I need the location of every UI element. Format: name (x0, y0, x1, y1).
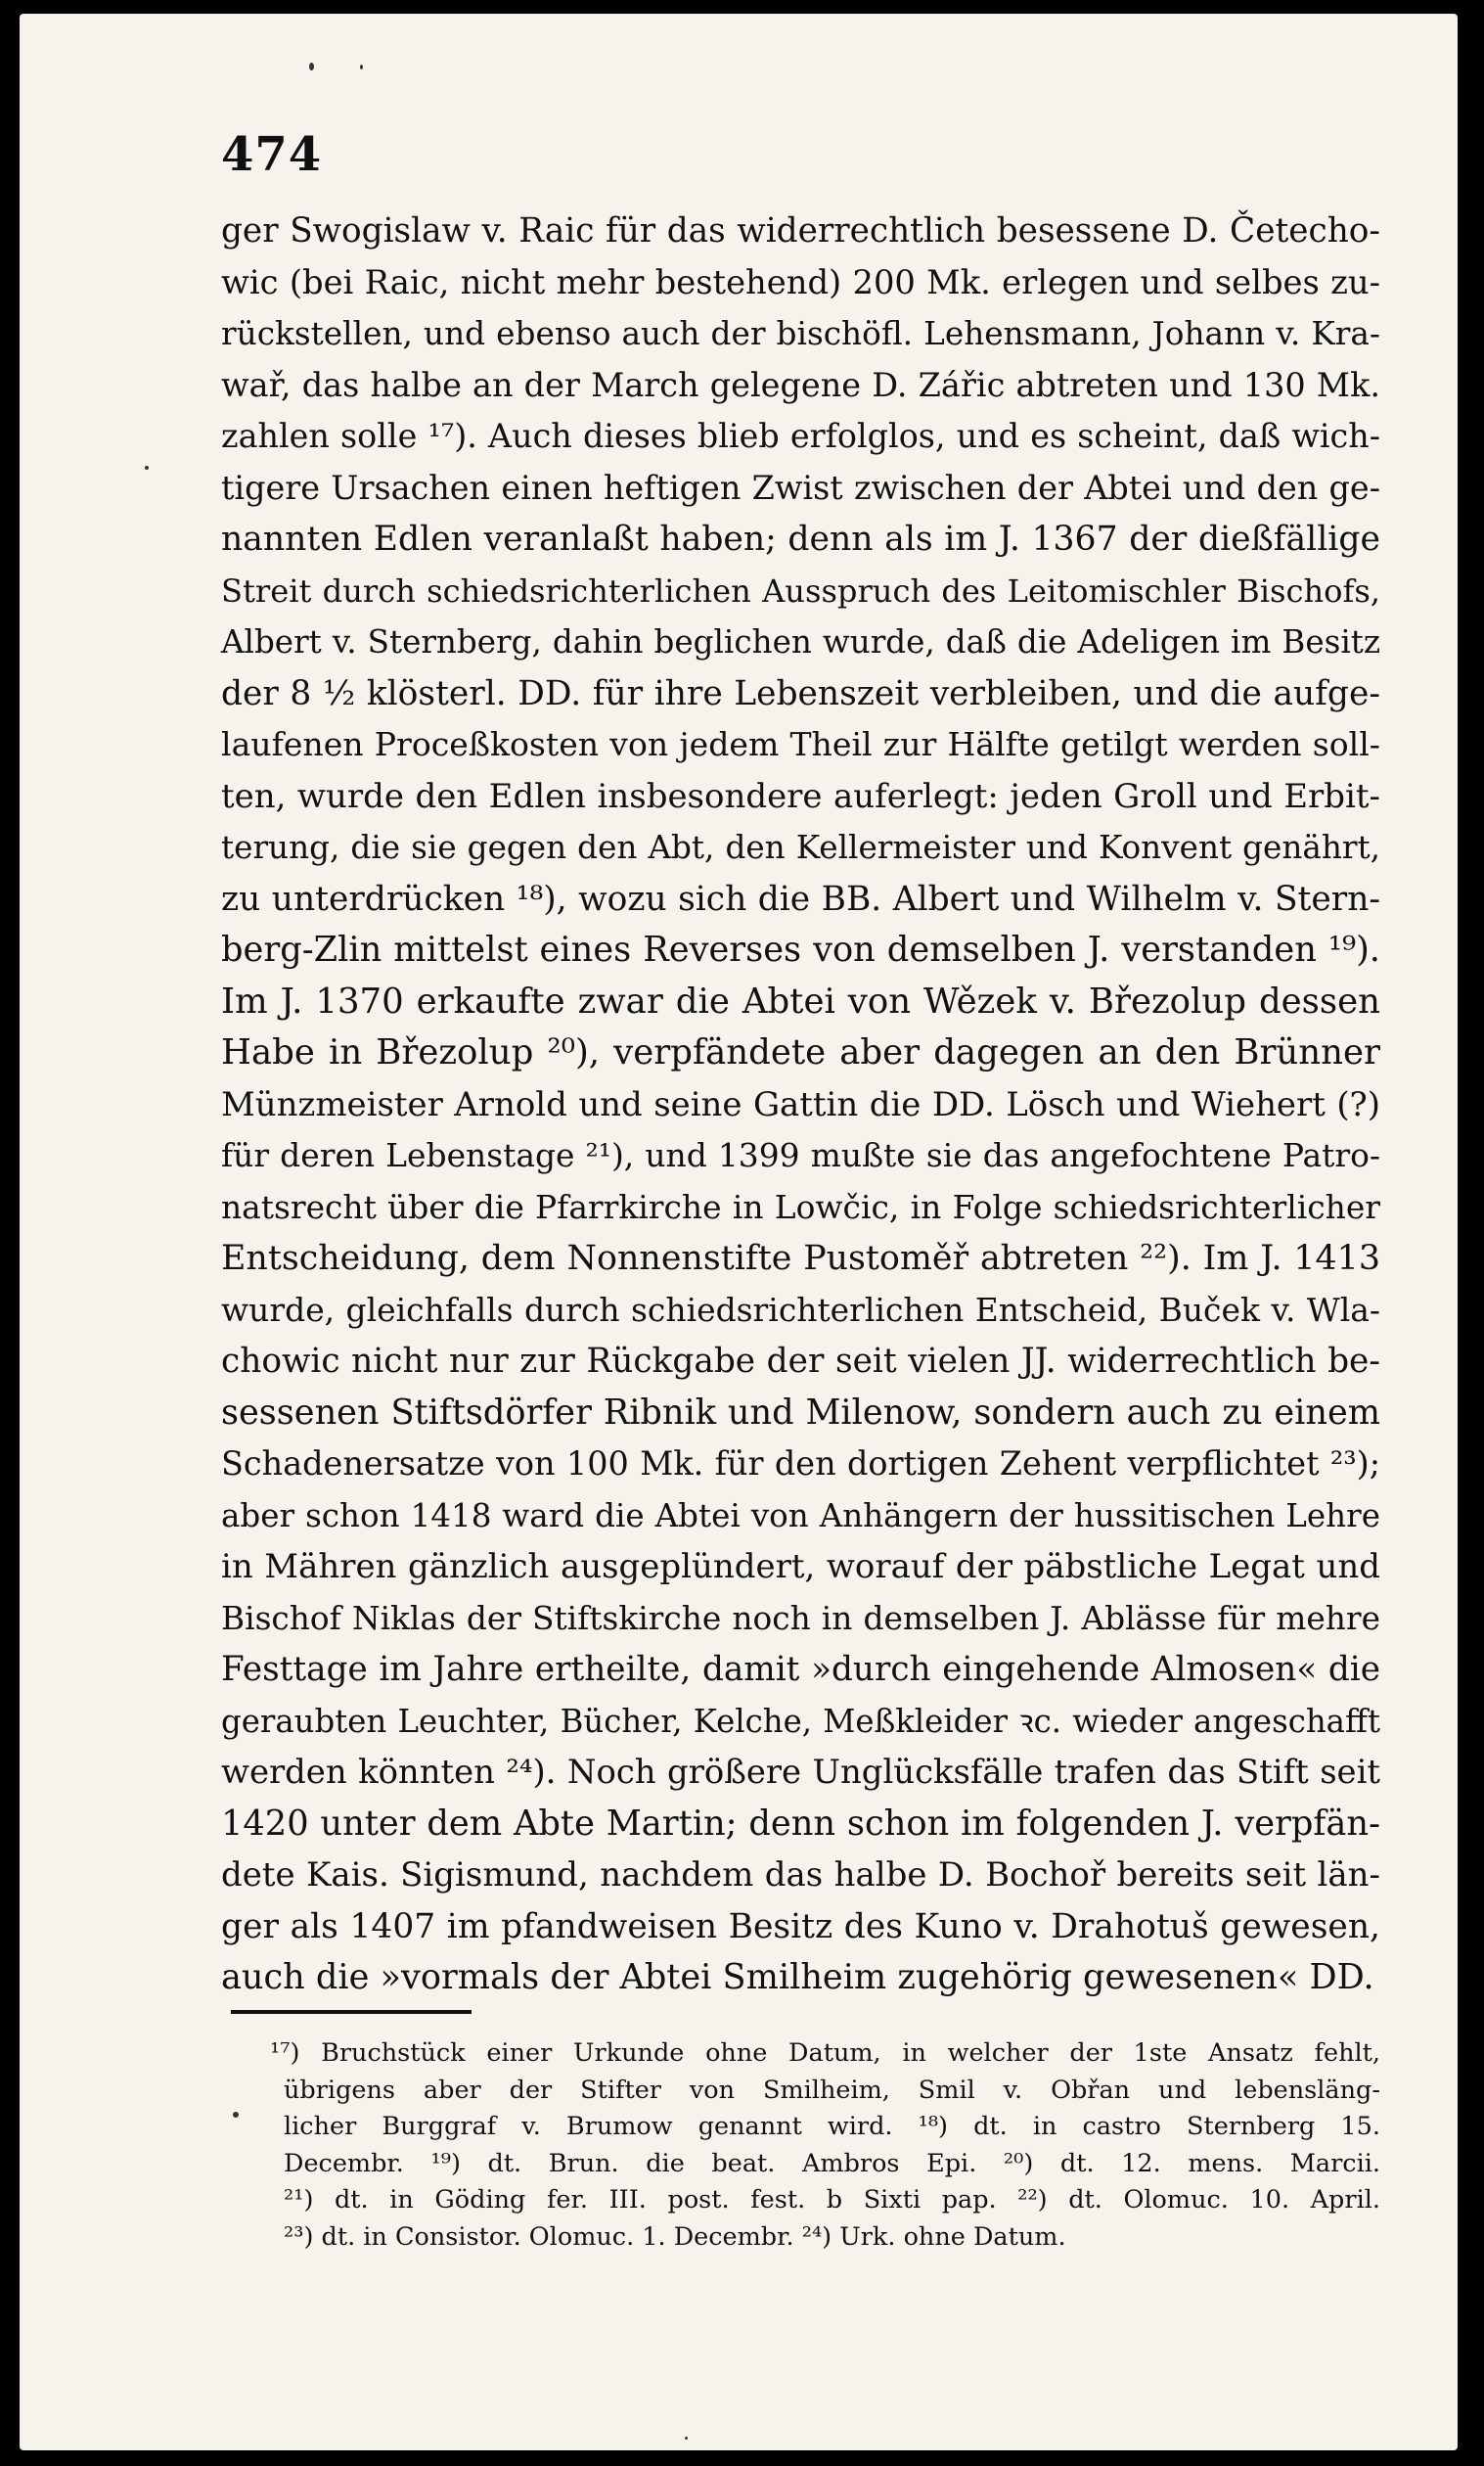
text-line: zahlen solle ¹⁷). Auch dieses blieb erfolglos, und es scheint, daß wich- (221, 417, 1380, 455)
page-number: 474 (221, 127, 323, 182)
footnote-line: ¹⁷) Bruchstück einer Urkunde ohne Datum, in welcher der 1ste Ansatz fehlt, (270, 2038, 1380, 2068)
ink-speck (309, 63, 314, 70)
text-line: für deren Lebenstage ²¹), und 1399 mußte sie das angefochtene Patro- (221, 1136, 1380, 1174)
text-line: Albert v. Sternberg, dahin beglichen wurde, daß die Adeligen im Besitz (221, 623, 1380, 661)
text-line: in Mähren gänzlich ausgeplündert, worauf der päbstliche Legat und (221, 1547, 1380, 1586)
text-line: Münzmeister Arnold und seine Gattin die DD. Lösch und Wiehert (?) (221, 1084, 1380, 1124)
text-line: auch die »vormals der Abtei Smilheim zugehörig gewesenen« DD. (221, 1957, 1374, 1997)
body-text (221, 206, 1380, 2004)
text-line: rückstellen, und ebenso auch der bischöfl. Lehensmann, Johann v. Kra- (221, 315, 1380, 352)
footnote-line: ²³) dt. in Consistor. Olomuc. 1. Decembr. ²⁴) Urk. ohne Datum. (284, 2221, 1066, 2252)
text-line: geraubten Leuchter, Bücher, Kelche, Meßkleider ꝛc. wieder angeschafft (221, 1702, 1380, 1740)
text-line: Entscheidung, dem Nonnenstifte Pustoměř abtreten ²²). Im J. 1413 (221, 1239, 1380, 1278)
text-line: ger als 1407 im pfandweisen Besitz des Kuno v. Drahotuš gewesen, (221, 1906, 1380, 1946)
footnotes (221, 2035, 1380, 2256)
text-line: aber schon 1418 ward die Abtei von Anhängern der hussitischen Lehre (221, 1496, 1380, 1534)
text-line: ger Swogislaw v. Raic für das widerrechtlich besessene D. Četecho- (221, 211, 1380, 251)
text-line: wurde, gleichfalls durch schiedsrichterlichen Entscheid, Buček v. Wla- (221, 1290, 1380, 1329)
text-line: Bischof Niklas der Stiftskirche noch in demselben J. Ablässe für mehre (221, 1599, 1380, 1637)
footnote-line: ²¹) dt. in Göding fer. III. post. fest. b Sixti pap. ²²) dt. Olomuc. 10. April. (284, 2185, 1380, 2215)
text-line: sessenen Stiftsdörfer Ribnik und Milenow, sondern auch zu einem (221, 1392, 1380, 1433)
text-line: nannten Edlen veranlaßt haben; denn als im J. 1367 der dießfällige (221, 520, 1380, 559)
text-line: 1420 unter dem Abte Martin; denn schon im folgenden J. verpfän- (221, 1803, 1380, 1844)
text-line: wař, das halbe an der March gelegene D. Zářic abtreten und 130 Mk. (221, 365, 1380, 404)
text-line: tigere Ursachen einen heftigen Zwist zwischen der Abtei und den ge- (221, 468, 1380, 507)
text-line: chowic nicht nur zur Rückgabe der seit vielen JJ. widerrechtlich be- (221, 1342, 1380, 1381)
text-line: zu unterdrücken ¹⁸), wozu sich die BB. Albert und Wilhelm v. Stern- (221, 879, 1380, 919)
text-line: werden könnten ²⁴). Noch größere Unglücksfälle trafen das Stift seit (221, 1753, 1380, 1791)
ink-speck (360, 65, 363, 69)
text-line: dete Kais. Sigismund, nachdem das halbe D. Bochoř bereits seit län- (221, 1855, 1380, 1895)
text-line: Habe in Březolup ²⁰), verpfändete aber dagegen an den Brünner (221, 1032, 1380, 1073)
footnote-divider (231, 2010, 472, 2014)
footnote-line: übrigens aber der Stifter von Smilheim, Smil v. Obřan und lebensläng- (284, 2075, 1380, 2105)
text-line: Schadenersatze von 100 Mk. für den dortigen Zehent verpflichtet ²³); (221, 1444, 1380, 1483)
footnote-line: Decembr. ¹⁹) dt. Brun. die beat. Ambros Epi. ²⁰) dt. 12. mens. Marcii. (284, 2148, 1380, 2178)
text-line: Im J. 1370 erkaufte zwar die Abtei von Wězek v. Březolup dessen (221, 981, 1380, 1022)
text-line: Streit durch schiedsrichterlichen Ausspruch des Leitomischler Bischofs, (221, 571, 1380, 610)
ink-speck (685, 2437, 688, 2440)
ink-speck (145, 466, 149, 470)
text-line: berg-Zlin mittelst eines Reverses von demselben J. verstanden ¹⁹). (221, 930, 1380, 970)
text-line: terung, die sie gegen den Abt, den Kellermeister und Konvent genährt, (221, 829, 1380, 866)
text-line: laufenen Proceßkosten von jedem Theil zur Hälfte getilgt werden soll- (221, 725, 1380, 763)
footnote-line: licher Burggraf v. Brumow genannt wird. ¹⁸) dt. in castro Sternberg 15. (284, 2112, 1380, 2141)
text-line: wic (bei Raic, nicht mehr bestehend) 200 Mk. erlegen und selbes zu- (221, 262, 1380, 301)
text-line: der 8 ½ klösterl. DD. für ihre Lebenszeit verbleiben, und die aufge- (221, 673, 1380, 713)
text-line: natsrecht über die Pfarrkirche in Lowčic, in Folge schiedsrichterlicher (221, 1187, 1380, 1226)
text-line: Festtage im Jahre ertheilte, damit »durch eingehende Almosen« die (221, 1650, 1380, 1689)
text-line: ten, wurde den Edlen insbesondere auferlegt: jeden Groll und Erbit- (221, 776, 1380, 816)
